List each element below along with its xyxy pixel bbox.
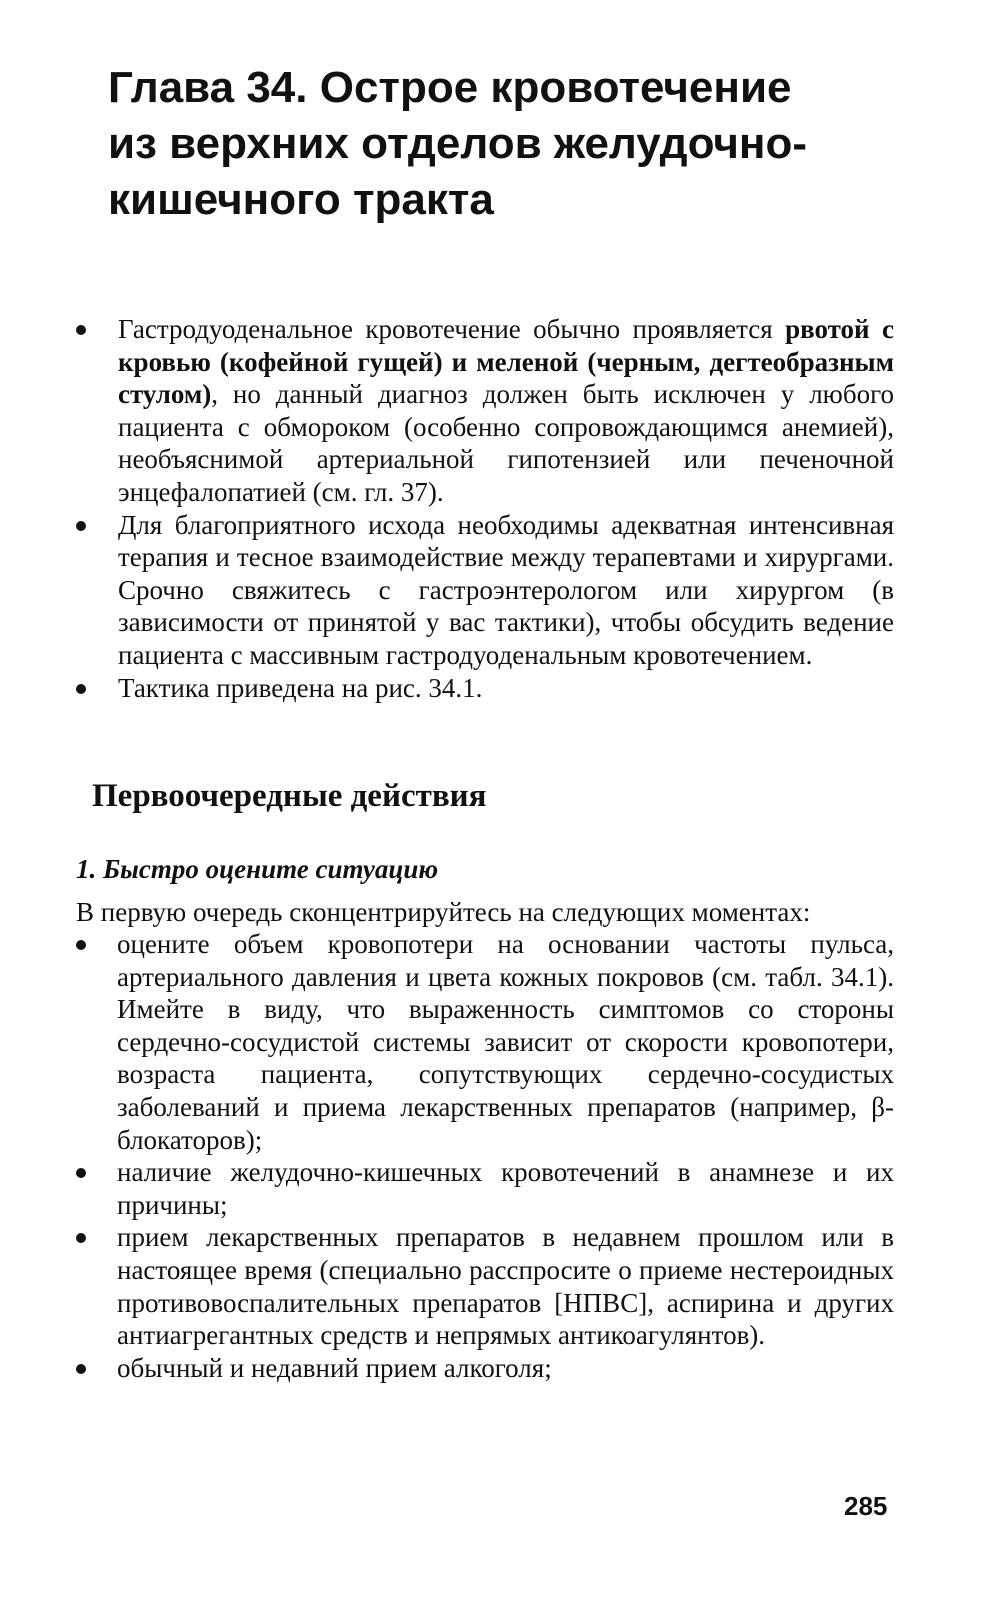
list-item-text: Тактика приведена на рис. 34.1.	[118, 672, 483, 703]
chapter-title-line: Глава 34. Острое кровотечение	[108, 63, 792, 112]
page-number: 285	[844, 1491, 888, 1521]
chapter-title	[108, 60, 888, 228]
list-item-text: , но данный диагноз должен быть исключен у любого пациента с обмороком (особенно сопровождающимся анемией), необъяснимой артериальной гипотензией или печеночной энцефалопатией (см. гл. 37).	[118, 379, 894, 507]
chapter-title-line: из верхних отделов желудочно-	[108, 119, 808, 168]
list-item-text: Для благоприятного исхода необходимы адекватная интенсивная терапия и тесное взаимодействие между терапевтами и хирургами. Срочно свяжитесь с гастроэнтерологом или хирургом (в зависимости от принятой у вас тактики), чтобы обсудить ведение пациента с массивным гастродуоденальным кровотечением.	[118, 509, 894, 670]
bullet-icon	[76, 1364, 86, 1374]
bullet-icon	[76, 684, 86, 694]
list-item	[118, 672, 894, 705]
lead-in-paragraph: В первую очередь сконцентрируйтесь на следующих моментах:	[76, 897, 811, 927]
assessment-bullet-list	[117, 928, 894, 1384]
bullet-icon	[76, 940, 86, 950]
list-item-text: обычный и недавний прием алкоголя;	[117, 1352, 552, 1383]
bullet-icon	[76, 1233, 86, 1243]
bullet-icon	[76, 521, 86, 531]
list-item-text: наличие желудочно-кишечных кровотечений в анамнезе и их причины;	[117, 1157, 894, 1220]
list-item	[117, 928, 894, 1156]
subsection-heading: 1. Быстро оцените ситуацию	[76, 854, 439, 884]
chapter-title-line: кишечного тракта	[108, 175, 494, 224]
list-item	[117, 1221, 894, 1351]
list-item	[117, 1156, 894, 1221]
intro-bullet-list	[118, 313, 894, 704]
list-item	[118, 509, 894, 672]
list-item-text: оцените объем кровопотери на основании частоты пульса, артериального давления и цвета кожных покровов (см. табл. 34.1). Имейте в виду, что выраженность симптомов со стороны сердечно-сосудистой системы зависит от скорости кровопотери, возраста пациента, сопутствующих сердечно-сосудистых заболеваний и приема лекарственных препаратов (например, β-блокаторов);	[117, 929, 894, 1155]
section-heading: Первоочередные действия	[92, 778, 487, 814]
list-item	[118, 313, 894, 509]
bullet-icon	[76, 1168, 86, 1178]
list-item-text: Гастродуоденальное кровотечение обычно проявляется	[118, 314, 786, 344]
list-item-text: прием лекарственных препаратов в недавнем прошлом или в настоящее время (специально расспросите о приеме нестероидных противовоспалительных препаратов [НПВС], аспирина и других антиагрегантных средств и непрямых антикоагулянтов).	[117, 1222, 894, 1351]
list-item	[117, 1352, 894, 1385]
list-item-bold-text: рвотой с кровью (кофейной гущей) и меленой (черным, дегтеобразным стулом)	[118, 314, 894, 410]
bullet-icon	[76, 325, 86, 335]
